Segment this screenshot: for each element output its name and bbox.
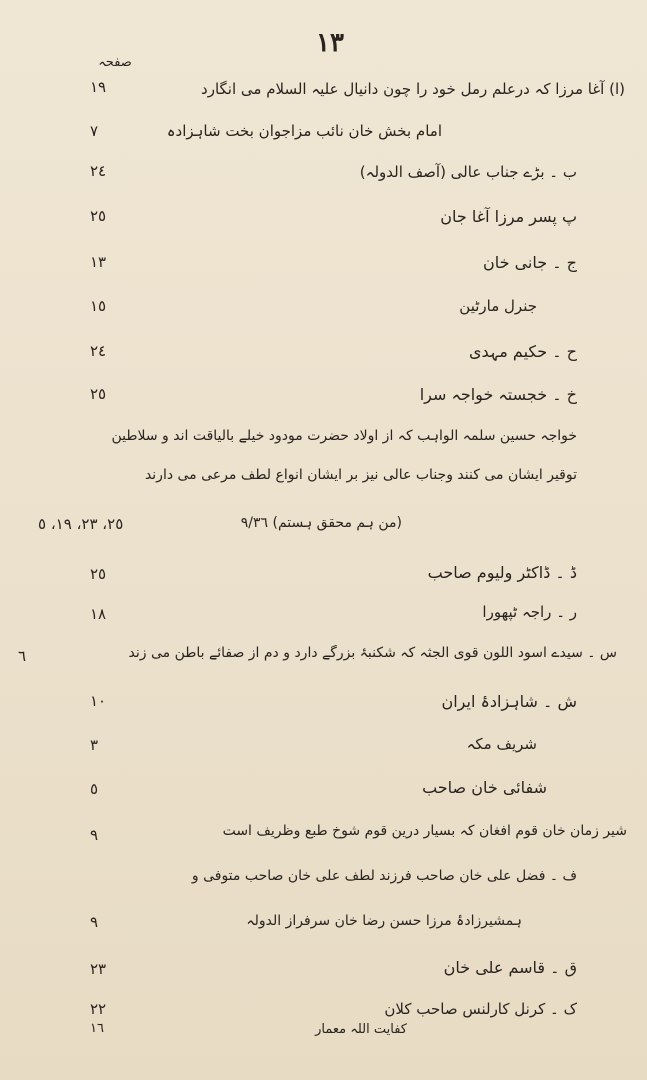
index-entry-text: ق ۔ قاسم علی خان (443, 958, 577, 977)
index-entry-page: ٢٤ (90, 162, 107, 180)
index-entry-text: خ ۔ خجستہ خواجہ سرا (419, 385, 577, 404)
index-entry-page: ١٣ (90, 253, 107, 271)
index-entry-page: ٢٢ (90, 1000, 107, 1018)
index-entry-text: ک ۔ کرنل کارلنس صاحب کلان (384, 1000, 577, 1018)
index-entry-page: ٢٣ (90, 960, 107, 978)
index-entry-text: خواجہ حسین سلمہ الواہب کہ از اولاد حضرت مودود خیلے بالیاقت اند و سلاطین (111, 428, 577, 444)
index-entry-page: ٢٥ (90, 565, 107, 583)
index-entry-text: ف ۔ فضل علی خان صاحب فرزند لطف علی خان صاحب متوفی و (191, 868, 577, 884)
index-entry-page: ١٠ (90, 692, 107, 710)
index-entry-page: ٢٥، ٢٣، ١٩، ٥ (38, 515, 124, 533)
index-entry-text: (ا) آغا مرزا کہ درعلم رمل خود را چون دانیال علیہ السلام می انگارد (201, 80, 625, 98)
index-entry-page: ٩ (90, 913, 99, 931)
index-entry-text: ڈ ۔ ڈاکٹر ولیوم صاحب (427, 563, 577, 582)
index-entry-page: ٣ (90, 736, 99, 754)
index-entry-page: ٢٥ (90, 207, 107, 225)
index-entry-text: پ پسر مرزا آغا جان (440, 207, 577, 226)
index-entry-page: ٢٥ (90, 385, 107, 403)
index-entry-page: ٩ (90, 826, 99, 844)
index-entry-text: کفایت اللہ معمار (315, 1022, 407, 1037)
index-entry-text: ج ۔ جانی خان (482, 253, 577, 272)
index-entry-page: ٦ (18, 647, 27, 665)
page-column-header: صفحہ (98, 55, 132, 70)
index-entry-text: (من ہم محقق ہستم) ٩/٣٦ (240, 515, 402, 531)
index-entry-text: توقیر ایشان می کنند وجناب عالی نیز بر ایشان انواع لطف مرعی می دارند (144, 467, 577, 483)
index-entry-page: ٥ (90, 780, 99, 798)
index-entry-text: جنرل مارٹین (459, 297, 537, 315)
index-entry-page: ٢٤ (90, 342, 107, 360)
index-entry-text: ہمشیرزادۂ مرزا حسن رضا خان سرفراز الدولہ (246, 913, 522, 929)
index-entry-text: ب ۔ بڑے جناب عالی (آصف الدولہ) (359, 163, 577, 181)
index-entry-text: امام بخش خان نائب مزاجوان بخت شاہزادہ (166, 122, 442, 140)
index-entry-page: ١٨ (90, 605, 107, 623)
index-entry-page: ٧ (90, 122, 99, 140)
index-entry-page: ١٦ (90, 1021, 104, 1036)
page-number: ١٣ (316, 28, 344, 58)
index-entry-text: ر ۔ راجہ ٹپھورا (482, 603, 577, 621)
index-entry-text: شریف مکہ (466, 735, 537, 753)
index-entry-text: ش ۔ شاہزادۂ ایران (441, 692, 577, 711)
index-entry-text: شفائی خان صاحب (422, 778, 547, 797)
index-entry-text: شیر زمان خان قوم افغان کہ بسیار درین قوم شوخ طبع وظریف است (222, 823, 627, 839)
index-entry-page: ١٥ (90, 297, 107, 315)
index-entry-text: س ۔ سیدے اسود اللون قوی الجثہ کہ شکنبۂ بزرگے دارد و دم از صفائے باطن می زند (128, 645, 617, 661)
index-entry-page: ١٩ (90, 78, 107, 96)
index-entry-text: ح ۔ حکیم مہدی (468, 342, 577, 361)
